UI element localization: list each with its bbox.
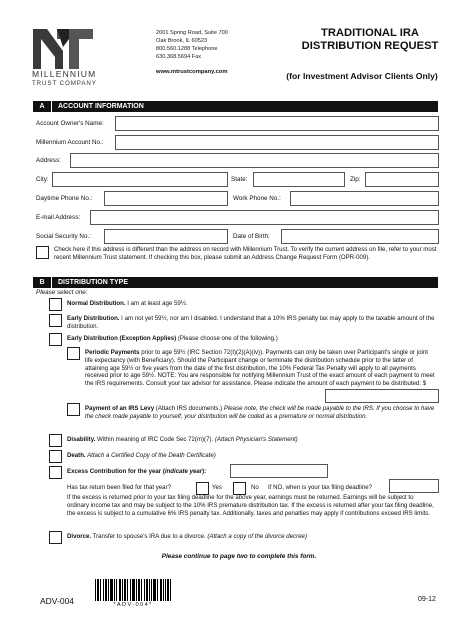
barcode-text: *ADV-004* (113, 602, 153, 608)
normal-distribution-text (67, 300, 437, 308)
tax-deadline-field[interactable] (389, 479, 439, 493)
email-field[interactable] (90, 210, 439, 225)
zip-field[interactable] (365, 172, 439, 187)
option-title-italic: indicate year (164, 468, 203, 475)
option-title: Periodic Payments (85, 349, 140, 356)
form-title (287, 27, 453, 53)
periodic-payments-checkbox[interactable] (67, 347, 80, 360)
city-label: City: (36, 176, 49, 183)
zip-label: Zip: (350, 176, 361, 183)
option-title: Early Distribution (Exception Applies) (67, 335, 177, 342)
section-letter: B (33, 277, 52, 288)
option-title: Normal Distribution. (67, 300, 126, 307)
address-field[interactable] (70, 153, 439, 168)
option-title-end: ): (202, 468, 207, 475)
early-exception-checkbox[interactable] (49, 333, 62, 346)
work-phone-label: Work Phone No.: (233, 195, 281, 202)
excess-year-field[interactable] (230, 464, 328, 478)
option-title: Payment of an IRS Levy (85, 405, 155, 412)
form-subtitle: (for Investment Advisor Clients Only) (286, 71, 438, 81)
account-no-field[interactable] (115, 135, 439, 150)
normal-distribution-checkbox[interactable] (49, 298, 62, 311)
death-checkbox[interactable] (49, 450, 62, 463)
section-title: ACCOUNT INFORMATION (58, 103, 144, 110)
disability-checkbox[interactable] (49, 434, 62, 447)
section-title: DISTRIBUTION TYPE (58, 279, 129, 286)
dob-field[interactable] (281, 229, 439, 244)
tax-deadline-question: If NO, when is your tax filing deadline? (268, 484, 372, 491)
disability-text (67, 436, 437, 444)
form-code: ADV-004 (40, 596, 75, 606)
option-desc: (Please choose one of the following.) (176, 335, 278, 342)
section-letter: A (33, 101, 52, 112)
logo-sub: TRUST COMPANY (32, 80, 97, 87)
address-line: Oak Brook, IL 60523 (156, 38, 208, 44)
address-change-checkbox[interactable] (36, 246, 49, 259)
death-text (67, 452, 437, 460)
option-title: Death. (67, 452, 86, 459)
millennium-logo-icon (33, 27, 93, 69)
day-phone-label: Daytime Phone No.: (36, 195, 93, 202)
option-desc: I am not yet 59½, nor am I disabled. I understand that a 10% IRS penalty tax may apply to the taxable amount of the distribution. (67, 315, 435, 330)
irs-levy-text (85, 405, 437, 421)
address-line: 2001 Spring Road, Suite 700 (156, 30, 228, 36)
option-note: (Attach a copy of the divorce decree) (207, 533, 307, 540)
option-title: Disability. (67, 436, 96, 443)
address-label: Address: (36, 157, 61, 164)
ssn-label: Social Security No.: (36, 233, 91, 240)
barcode-icon (95, 579, 171, 601)
section-a-header (33, 101, 438, 112)
form-title-line1: TRADITIONAL IRA (321, 27, 419, 39)
option-desc: Within meaning of IRC Code Sec 72(m)(7). (95, 436, 215, 443)
irs-levy-checkbox[interactable] (67, 403, 80, 416)
dob-label: Date of Birth: (233, 233, 270, 240)
state-field[interactable] (253, 172, 345, 187)
divorce-text (67, 533, 437, 541)
option-note: Please note, the check will be made payable to the IRS. If you choose to have the check made payable to yourself, your distribution will be coded as a premature or normal distribution. (85, 405, 435, 420)
select-one-note: Please select one: (36, 289, 88, 296)
city-field[interactable] (52, 172, 228, 187)
early-exception-text (67, 335, 437, 343)
fax-line: 630.368.5694 Fax (156, 54, 202, 60)
option-title: Excess Contribution for the year ( (67, 468, 165, 475)
option-title: Early Distribution. (67, 315, 120, 322)
no-label: No (251, 484, 259, 491)
option-title: Divorce. (67, 533, 92, 540)
day-phone-field[interactable] (104, 191, 228, 206)
form-title-line2: DISTRIBUTION REQUEST (301, 40, 439, 52)
early-distribution-text (67, 315, 437, 331)
option-desc: (Attach IRS documents.) (154, 405, 224, 412)
work-phone-field[interactable] (290, 191, 439, 206)
company-website: www.mtrustcompany.com (156, 69, 228, 75)
logo-name: MILLENNIUM (32, 69, 97, 79)
owner-name-label: Account Owner's Name: (36, 120, 104, 127)
continue-note: Please continue to page two to complete this form. (161, 553, 317, 560)
owner-name-field[interactable] (115, 116, 439, 131)
payment-amount-field[interactable] (325, 389, 439, 403)
address-change-text: Check here if this address is different than the address on record with Millennium Trust. To verify the current address on file, refer to your most recent Millennium Trust statement. If checking this box, please submit an Address Change Request Form (OPR-009). (54, 246, 437, 261)
option-desc: prior to age 59½ (IRC Section 72(t)(2)(A)(iv)). Payments can only be taken over Participant's single or joint life expectancy (with Beneficiary). Should the Participant change or terminate the distribution schedule prior to the latter of attaining age 59½ or five years from the date of the first distribution, the 10% Federal Tax Penalty will apply to all payments received prior to age 59½. NOTE: You are responsible for notifying Millennium Trust of the exact amount of each payment to meet the IRS requirements. Consult your tax advisor for assistance. Please indicate the amount of each payment to be distributed: $ (85, 349, 435, 388)
section-b-header (33, 277, 438, 288)
yes-label: Yes (212, 484, 222, 491)
excess-contribution-text (67, 468, 237, 476)
early-distribution-checkbox[interactable] (49, 314, 62, 327)
form-version: 09-12 (418, 596, 436, 603)
excess-note: If the excess is returned prior to your tax filing deadline for the above year, earnings must be returned. Earnings will be subject to ordinary income tax and may be subject to the 10% IRS premature distribution tax. If the excess is returned after your tax filing deadline, the excess is subject to a cumulative 6% IRS penalty tax. Additionally, taxes and penalties may apply if contributions exceed IRS limits. (67, 494, 434, 517)
state-label: State: (231, 176, 248, 183)
option-desc: Transfer to spouse's IRA due to a divorce. (91, 533, 208, 540)
company-address (156, 29, 228, 61)
option-note: Attach a Certified Copy of the Death Certificate) (85, 452, 216, 459)
account-no-label: Millennium Account No.: (36, 139, 104, 146)
email-label: E-mail Address: (36, 214, 81, 221)
divorce-checkbox[interactable] (49, 531, 62, 544)
excess-contribution-checkbox[interactable] (49, 466, 62, 479)
phone-line: 800.560.1288 Telephone (156, 46, 218, 52)
periodic-payments-text (85, 349, 437, 388)
option-note: (Attach Physician's Statement) (214, 436, 298, 443)
tax-return-question: Has tax return been filed for that year? (67, 484, 171, 491)
ssn-field[interactable] (104, 229, 228, 244)
option-desc: I am at least age 59½. (125, 300, 188, 307)
